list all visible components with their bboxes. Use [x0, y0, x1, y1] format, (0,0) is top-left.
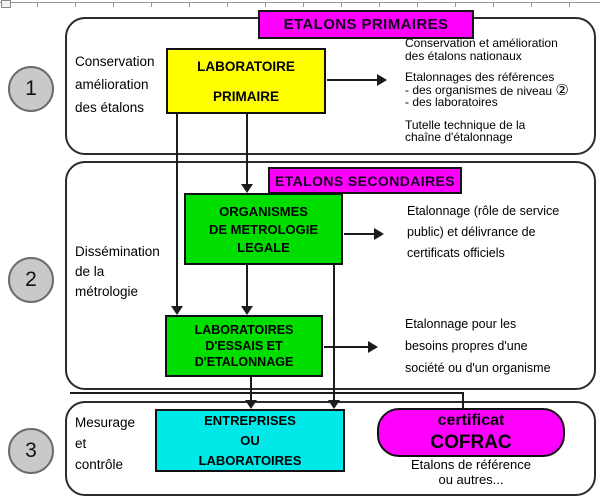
label-line: contrôle: [75, 457, 124, 472]
note-paragraph: [405, 71, 590, 109]
box-line: certificat: [437, 411, 505, 429]
connector-essais-to-note: [324, 346, 368, 348]
label-line: Conservation: [75, 54, 155, 69]
arrowhead-right-icon: [374, 228, 384, 240]
label-line: amélioration: [75, 77, 149, 92]
level-1-badge: [8, 66, 54, 112]
note-niveau: [500, 82, 569, 99]
label-conservation: [75, 50, 155, 119]
arrowhead-down-icon: [171, 306, 183, 315]
box-line: LABORATOIRES: [198, 453, 302, 468]
note-line: ou autres...: [438, 471, 504, 487]
note-line: - des laboratoires: [405, 95, 498, 109]
box-entreprises-laboratoires: [155, 409, 345, 472]
arrowhead-down-icon: [241, 306, 253, 315]
note-line: besoins propres d'une: [405, 339, 528, 353]
level-1-number: 1: [25, 77, 37, 100]
note-line: Tutelle technique de la: [405, 117, 526, 132]
note-line: Etalonnages des références: [405, 70, 555, 84]
note-paragraph: [405, 37, 590, 62]
arrowhead-down-icon: [241, 184, 253, 193]
connector-primaire-to-note: [327, 79, 377, 81]
connector-essais-to-entreprises: [250, 377, 252, 400]
label-line: de la: [75, 264, 105, 279]
label-dissemination: [75, 242, 160, 302]
box-line: DE METROLOGIE: [208, 221, 319, 237]
box-line: LEGALE: [237, 239, 290, 255]
note-line: Etalonnage pour les: [405, 317, 517, 331]
header-etalons-primaires-label: ETALONS PRIMAIRES: [283, 16, 449, 33]
caption-cofrac: [376, 458, 566, 487]
note-line: chaîne d'étalonnage: [405, 130, 513, 144]
arrowhead-right-icon: [368, 341, 378, 353]
label-line: et: [75, 436, 87, 451]
circled-2-icon: ②: [555, 82, 569, 99]
box-organismes-metrologie-legale: [184, 193, 343, 265]
connector-legale-to-entreprises: [333, 265, 335, 400]
arrowhead-right-icon: [377, 74, 387, 86]
header-etalons-primaires: [258, 10, 474, 39]
note-line: Conservation et amélioration: [405, 36, 558, 50]
label-line: métrologie: [75, 284, 139, 299]
note-line: certificats officiels: [407, 246, 505, 260]
box-line: OU: [240, 433, 260, 448]
note-line: des étalons nationaux: [405, 48, 522, 63]
box-line: LABORATOIRE: [197, 58, 295, 74]
box-line: D'ESSAIS ET: [205, 339, 283, 353]
box-line: COFRAC: [430, 431, 512, 453]
box-line: ORGANISMES: [219, 203, 308, 219]
label-line: Mesurage: [75, 415, 136, 430]
level-3-badge: [8, 428, 54, 474]
note-essais: [405, 313, 551, 379]
connector-horizontal-to-cofrac: [70, 392, 464, 394]
level-2-badge: [8, 257, 54, 303]
level-2-number: 2: [25, 268, 37, 291]
level-3-number: 3: [25, 439, 37, 462]
connector-primaire-to-essais: [176, 112, 178, 306]
box-laboratoire-primaire: [166, 48, 326, 114]
box-line: ENTREPRISES: [204, 413, 296, 428]
connector-legale-to-essais: [246, 265, 248, 306]
note-line: Etalonnage (rôle de service: [407, 204, 560, 218]
label-line: Dissémination: [75, 244, 160, 259]
box-laboratoires-essais: [165, 315, 323, 377]
connector-drop-to-cofrac: [462, 392, 464, 409]
note-line: société ou d'un organisme: [405, 361, 551, 375]
note-legale: [407, 201, 559, 264]
note-primaires: [405, 37, 590, 144]
note-line: - des organismes: [405, 82, 498, 97]
note-line: public) et délivrance de: [407, 225, 536, 239]
arrowhead-down-icon: [245, 400, 257, 409]
ruler-strip: [0, 2, 600, 7]
box-line: PRIMAIRE: [212, 88, 279, 104]
box-certificat-cofrac: [377, 408, 565, 457]
box-line: LABORATOIRES: [194, 323, 294, 337]
label-line: des étalons: [75, 100, 145, 115]
label-mesurage: [75, 412, 135, 475]
arrowhead-down-icon: [328, 400, 340, 409]
ruler-corner-box: [1, 0, 11, 8]
box-line: D'ETALONNAGE: [194, 355, 294, 369]
header-etalons-secondaires: [268, 167, 462, 194]
header-etalons-secondaires-label: ETALONS SECONDAIRES: [274, 172, 456, 189]
connector-primaire-to-legale: [246, 112, 248, 184]
note-paragraph: [405, 119, 590, 144]
note-niveau-label: de niveau: [500, 84, 553, 98]
connector-legale-to-note: [344, 233, 374, 235]
note-line: Etalons de référence: [411, 457, 531, 472]
